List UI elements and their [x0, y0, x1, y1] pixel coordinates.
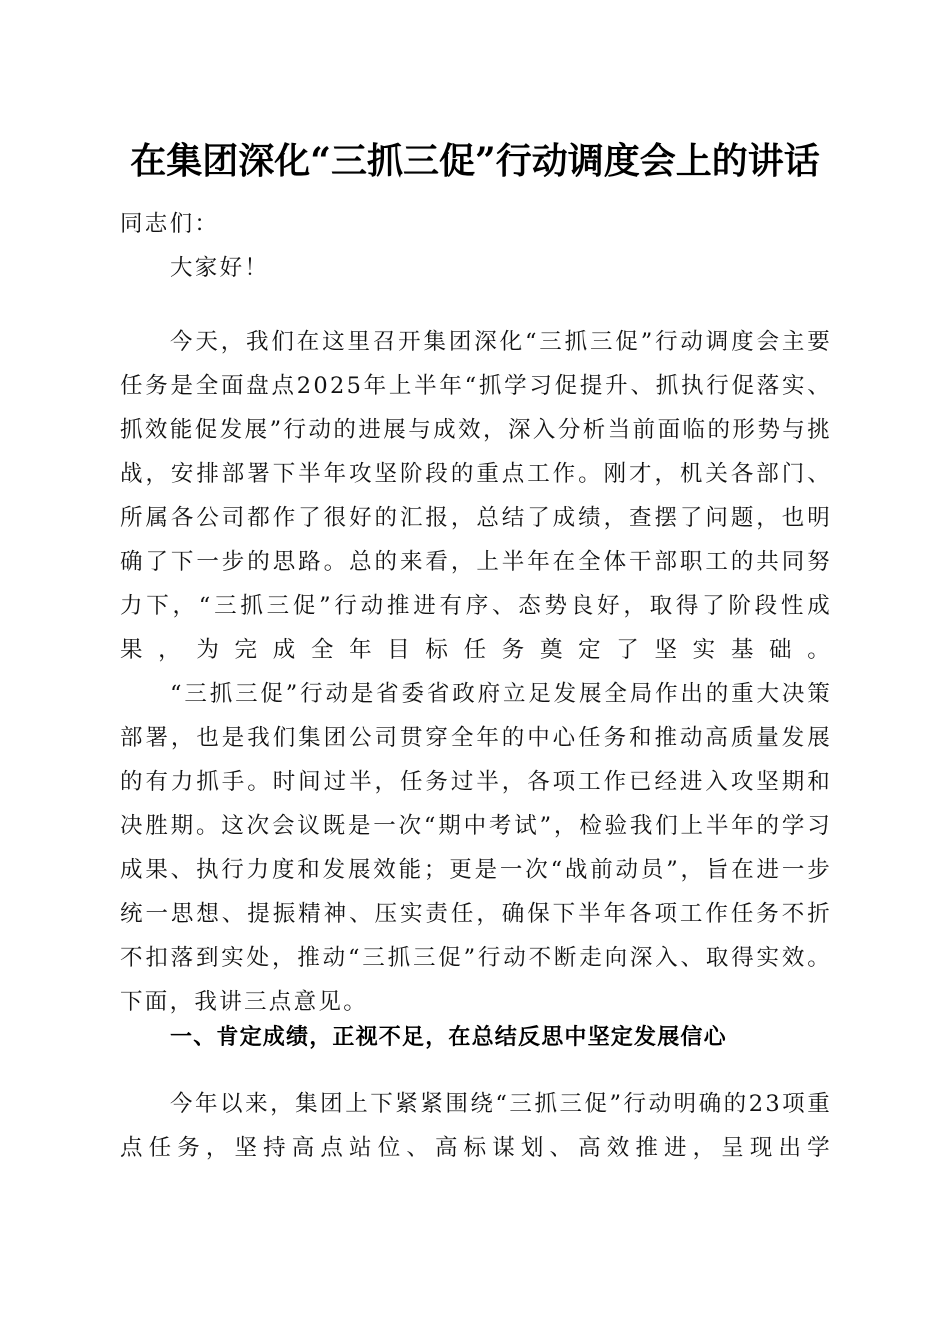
section-heading: 一、肯定成绩，正视不足，在总结反思中坚定发展信心	[170, 1025, 727, 1050]
body-paragraph-opening: 今天，我们在这里召开集团深化“三抓三促”行动调度会主要任务是全面盘点2025年上半年“抓学习促提升、抓执行促落实、抓效能促发展”行动的进展与成效，深入分析当前面临的形势与挑战，安排部署下半年攻坚阶段的重点工作。刚才，机关各部门、所属各公司都作了很好的汇报，总结了成绩，查摆了问题，也明确了下一步的思路。总的来看，上半年在全体干部职工的共同努力下，“三抓三促”行动推进有序、态势良好，取得了阶段性成果，为完成全年目标任务奠定了坚实基础。	[120, 329, 832, 663]
greeting-paragraph: 大家好！	[170, 255, 270, 281]
section-body-paragraph: 今年以来，集团上下紧紧围绕“三抓三促”行动明确的23项重点任务，坚持高点站位、高标谋划、高效推进，呈现出学	[120, 1091, 832, 1161]
body-paragraph-significance: “三抓三促”行动是省委省政府立足发展全局作出的重大决策部署，也是我们集团公司贯穿全年的中心任务和推动高质量发展的有力抓手。时间过半，任务过半，各项工作已经进入攻坚期和决胜期。这次会议既是一次“期中考试”，检验我们上半年的学习成果、执行力度和发展效能；更是一次“战前动员”，旨在进一步统一思想、提振精神、压实责任，确保下半年各项工作任务不折不扣落到实处，推动“三抓三促”行动不断走向深入、取得实效。下面，我讲三点意见。	[120, 681, 832, 1015]
salutation: 同志们：	[120, 211, 220, 237]
document-title: 在集团深化“三抓三促”行动调度会上的讲话	[130, 140, 820, 182]
